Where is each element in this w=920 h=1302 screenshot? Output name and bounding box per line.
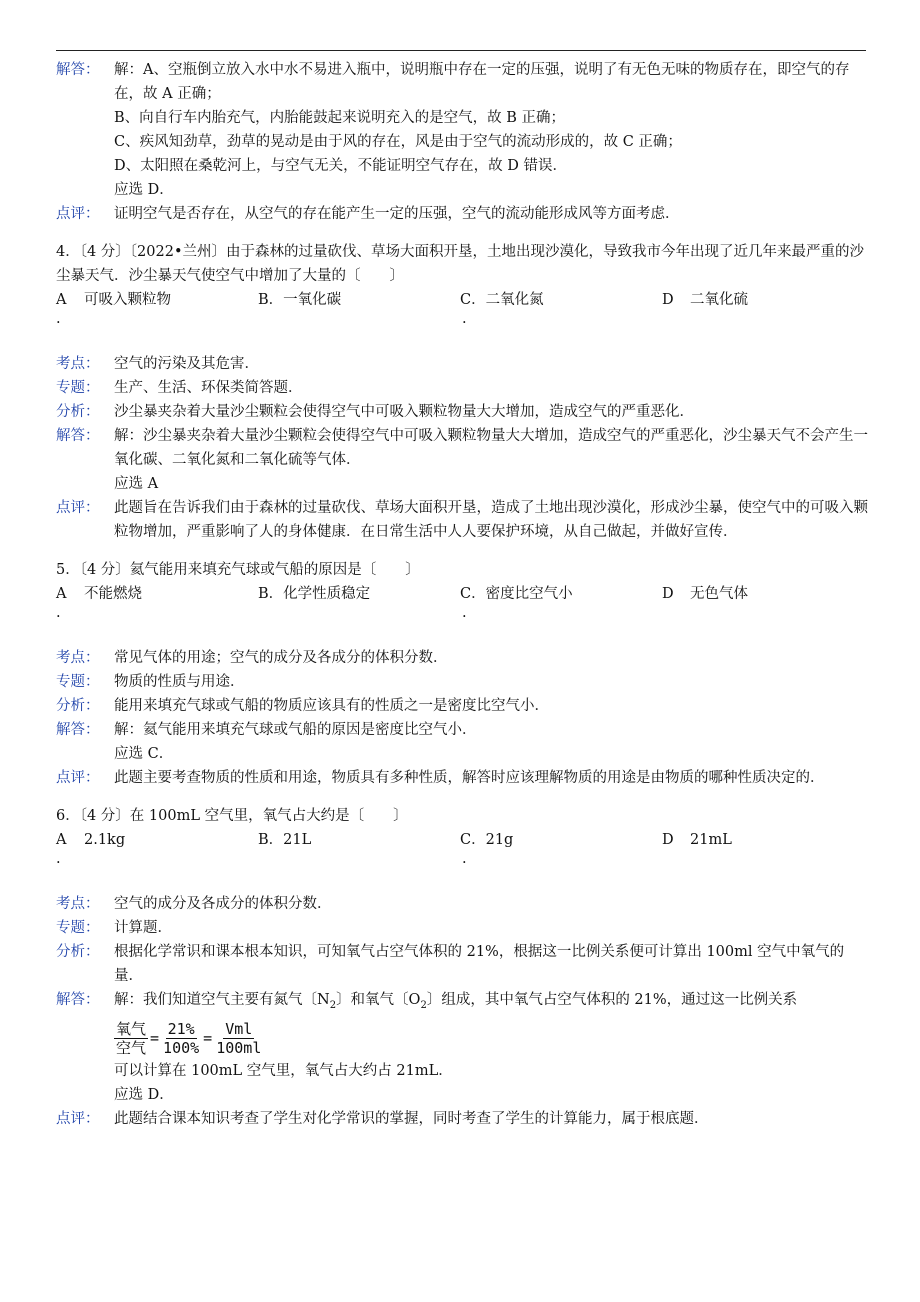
answer-line: 应选 D． — [114, 182, 174, 198]
answer-line: B、向自行车内胎充气，内胎能鼓起来说明充入的是空气，故 B 正确； — [114, 110, 566, 126]
option-dots: . . — [56, 851, 467, 867]
option-dots: . . — [56, 605, 467, 621]
q6-zhuanti: 专题： 计算题． — [56, 916, 868, 940]
q4-answer: 解答： 解：沙尘暴夹杂着大量沙尘颗粒会使得空气中可吸入颗粒物量大大增加，造成空气的严重恶化，沙尘暴天气不会产生一氧化碳、二氧化氮和二氧化硫等气体． 应选 A — [56, 424, 868, 496]
answer-label: 解答： — [56, 428, 100, 444]
q5-comment: 点评： 此题主要考查物质的性质和用途，物质具有多种性质，解答时应该理解物质的用途是由物质的哪种性质决定的． — [56, 766, 868, 790]
q6-options — [56, 828, 868, 852]
comment-label: 点评： — [56, 500, 100, 516]
comment-text: 证明空气是否存在，从空气的存在能产生一定的压强，空气的流动能形成风等方面考虑． — [114, 206, 680, 222]
q5-zhuanti: 专题： 物质的性质与用途． — [56, 670, 868, 694]
q5-answer: 解答： 解：氦气能用来填充气球或气船的原因是密度比空气小． 应选 C． — [56, 718, 868, 766]
answer-intro: 解：我们知道空气主要有氮气〔$N_2$〕和氧气〔$O_2$〕组成，其中氧气占空气体积的 21%，通过这一比例关系 — [114, 992, 798, 1011]
ratio-formula: 氧气 空气 = $\frac{21\%}{100\%}$ = Vml 100ml — [116, 1019, 262, 1057]
answer-label: 解答： — [56, 992, 100, 1008]
answer-line: D、太阳照在桑乾河上，与空气无关，不能证明空气存在，故 D 错误． — [114, 158, 567, 174]
q4-kaodian: 考点： 空气的污染及其危害． — [56, 352, 868, 376]
option-a: A 可吸入颗粒物 — [56, 292, 171, 308]
answer-label: 解答： — [56, 62, 100, 78]
option-d: D 无色气体 — [662, 586, 748, 602]
q4-fenxi: 分析： 沙尘暴夹杂着大量沙尘颗粒会使得空气中可吸入颗粒物量大大增加，造成空气的严重恶化． — [56, 400, 868, 424]
kaodian-label: 考点： — [56, 896, 100, 912]
q5-options — [56, 582, 868, 606]
q6-answer: 解答： 解：我们知道空气主要有氮气〔$N_2$〕和氧气〔$O_2$〕组成，其中氧气占空气体积的 21%，通过这一比例关系 氧气 空气 = $\frac{21\%}{100\%}$ = Vml 100ml 可以计算在 100mL 空气里，氧气占大约占 21mL． 应选 D． — [56, 988, 868, 1107]
zhuanti-label: 专题： — [56, 920, 100, 936]
option-c: C．21g — [460, 832, 514, 848]
q3-comment — [56, 202, 868, 226]
kaodian-label: 考点： — [56, 356, 100, 372]
answer-line: C、疾风知劲草，劲草的晃动是由于风的存在，风是由于空气的流动形成的，故 C 正确； — [114, 134, 682, 150]
answer-line: 解：A、空瓶倒立放入水中水不易进入瓶中，说明瓶中存在一定的压强，说明了有无色无味的物质存在，即空气的存在，故 A 正确； — [114, 62, 850, 102]
q4-comment: 点评： 此题旨在告诉我们由于森林的过量砍伐、草场大面积开垦，造成了土地出现沙漠化，形成沙尘暴，使空气中的可吸入颗粒物增加，严重影响了人的身体健康．在日常生活中人人要保护环境，从自己做起，并做好宣传． — [56, 496, 868, 544]
q5-fenxi: 分析： 能用来填充气球或气船的物质应该具有的性质之一是密度比空气小． — [56, 694, 868, 718]
q4-options — [56, 288, 868, 312]
q5-stem: 5．〔4 分〕氦气能用来填充气球或气船的原因是〔 〕 — [56, 562, 420, 578]
option-dots: . . — [56, 311, 467, 327]
fenxi-label: 分析： — [56, 698, 100, 714]
comment-label: 点评： — [56, 770, 100, 786]
option-c: C．二氧化氮 — [460, 292, 544, 308]
q6-kaodian: 考点： 空气的成分及各成分的体积分数． — [56, 892, 868, 916]
q4-stem: 4．〔4 分〕〔2022•兰州〕由于森林的过量砍伐、草场大面积开垦，土地出现沙漠化，导致我市今年出现了近几年来最严重的沙尘暴天气．沙尘暴天气使空气中增加了大量的〔 〕 — [56, 244, 865, 284]
kaodian-label: 考点： — [56, 650, 100, 666]
option-a: A 不能燃烧 — [56, 586, 142, 602]
zhuanti-label: 专题： — [56, 674, 100, 690]
option-d: D 二氧化硫 — [662, 292, 748, 308]
option-c: C．密度比空气小 — [460, 586, 573, 602]
q6-comment: 点评： 此题结合课本知识考查了学生对化学常识的掌握，同时考查了学生的计算能力，属于根底题． — [56, 1107, 868, 1131]
q3-answer — [56, 58, 868, 202]
answer-label: 解答： — [56, 722, 100, 738]
option-d: D 21mL — [662, 832, 732, 848]
zhuanti-label: 专题： — [56, 380, 100, 396]
q4-zhuanti: 专题： 生产、生活、环保类简答题． — [56, 376, 868, 400]
option-b: B．一氧化碳 — [258, 292, 342, 308]
q5-kaodian: 考点： 常见气体的用途；空气的成分及各成分的体积分数． — [56, 646, 868, 670]
option-b: B．化学性质稳定 — [258, 586, 371, 602]
header-rule — [56, 50, 866, 51]
comment-label: 点评： — [56, 206, 100, 222]
comment-label: 点评： — [56, 1110, 100, 1127]
fenxi-label: 分析： — [56, 944, 100, 960]
option-b: B．21L — [258, 832, 312, 848]
document-page — [56, 58, 868, 1131]
q6-fenxi: 分析： 根据化学常识和课本根本知识，可知氧气占空气体积的 21%，根据这一比例关系便可计算出 100ml 空气中氧气的量． — [56, 940, 868, 988]
fenxi-label: 分析： — [56, 404, 100, 420]
option-a: A 2.1kg — [56, 832, 126, 848]
q6-stem: 6．〔4 分〕在 100mL 空气里，氧气占大约是〔 〕 — [56, 808, 408, 824]
